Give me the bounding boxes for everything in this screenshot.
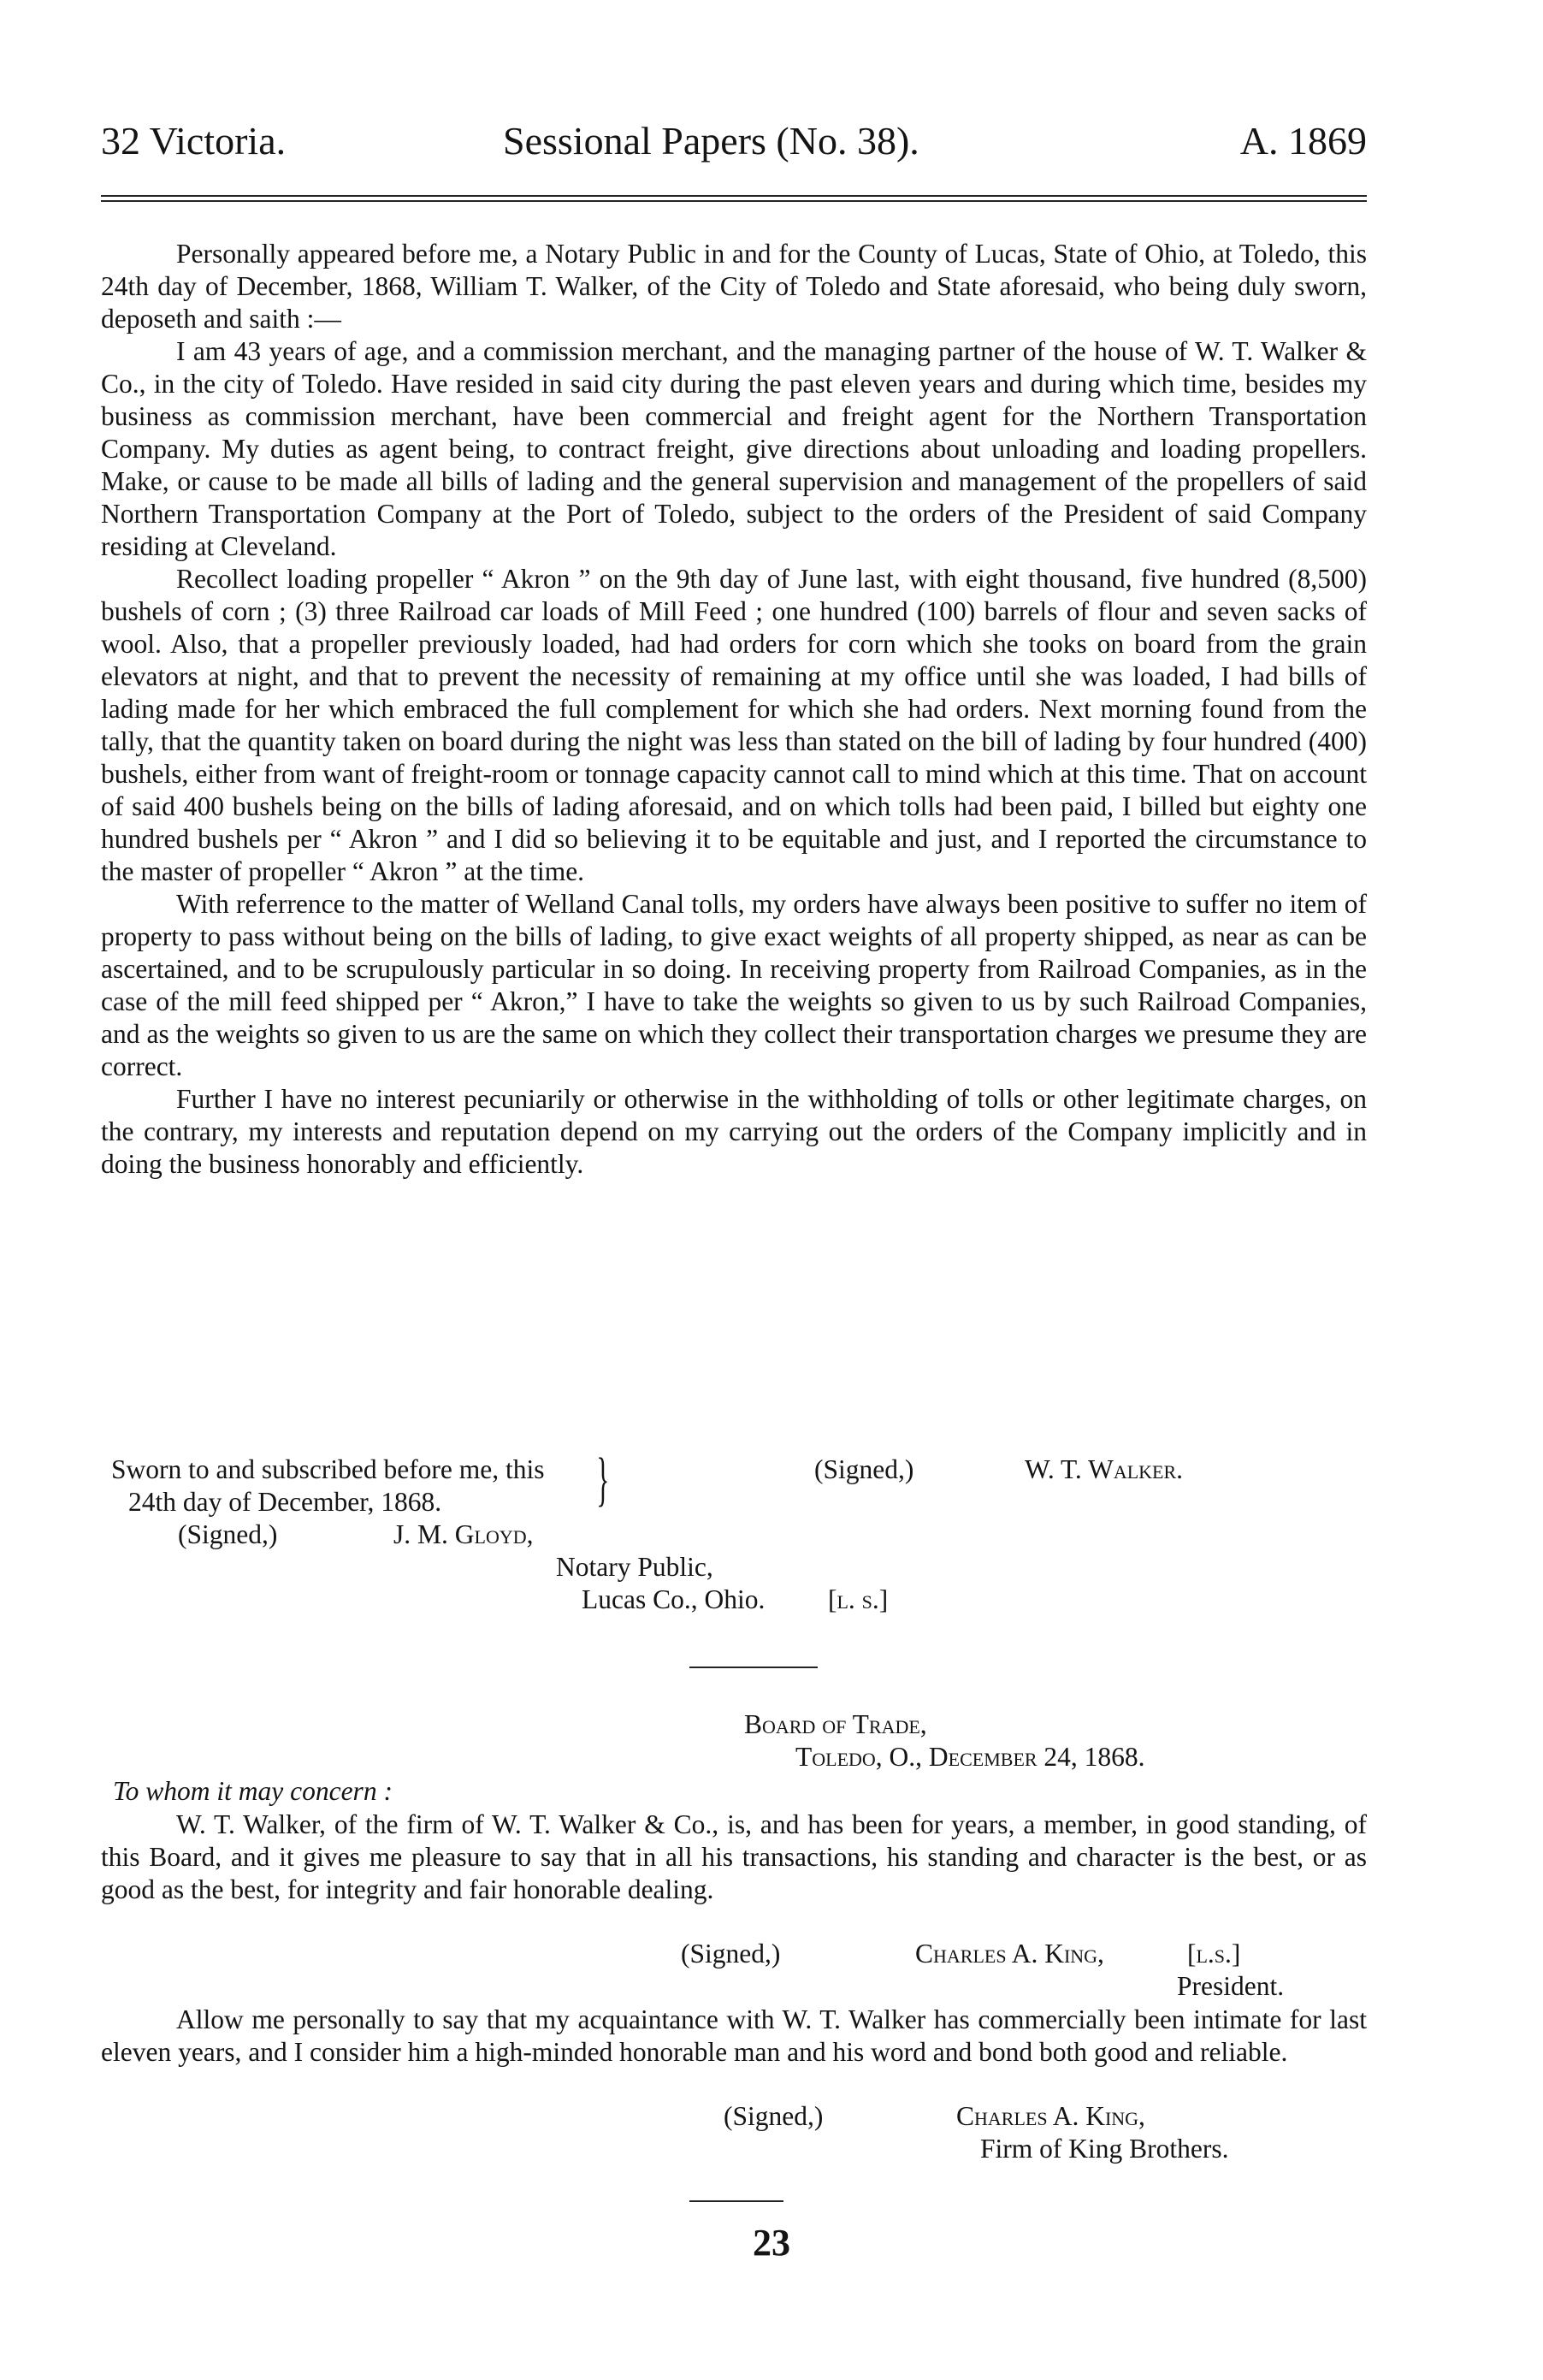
- letter-paragraph-2: [101, 2004, 1367, 2069]
- header-volume: 32 Victoria.: [101, 119, 287, 163]
- letter-title-1: President.: [1177, 1971, 1285, 2001]
- letter-seal-1: [l.s.]: [1187, 1939, 1241, 1969]
- letter-title-2: Firm of King Brothers.: [980, 2134, 1229, 2164]
- signed-label: (Signed,): [814, 1454, 914, 1484]
- page-number: 23: [753, 2222, 790, 2264]
- signer-name: W. T. Walker.: [1025, 1454, 1184, 1484]
- letter-signed-label-1: (Signed,): [681, 1939, 781, 1969]
- notary-place: Lucas Co., Ohio.: [582, 1584, 766, 1614]
- letter-signer-1: Charles A. King,: [915, 1939, 1104, 1969]
- notary-name: J. M. Gloyd,: [393, 1519, 534, 1549]
- letter-salutation: To whom it may concern :: [113, 1776, 393, 1806]
- sworn-line-2: 24th day of December, 1868.: [128, 1487, 442, 1517]
- letter-org: Board of Trade,: [744, 1709, 927, 1739]
- letter-signer-2: Charles A. King,: [956, 2101, 1145, 2131]
- brace: }: [596, 1447, 610, 1513]
- letter-place-date: Toledo, O., December 24, 1868.: [795, 1742, 1145, 1772]
- notary-title: Notary Public,: [556, 1552, 713, 1582]
- affidavit-text: [101, 238, 1367, 1181]
- letter-paragraph-1: [101, 1809, 1367, 1906]
- section-rule: [689, 1667, 818, 1668]
- running-header: [101, 118, 1367, 178]
- notary-seal: [l. s.]: [828, 1584, 889, 1614]
- affidavit-paragraph: I am 43 years of age, and a commission merchant, and the managing partner of the house of W. T. Walker & Co., in the city of Toledo. Have resided in said city during the past eleven years and during which time, besides my business as commission merchant, have been commercial and freight agent for the Northern Transportation Company. My duties as agent being, to contract freight, give directions about unloading and loading propellers. Make, or cause to be made all bills of lading and the general supervision and management of the propellers of said Northern Transportation Company at the Port of Toledo, subject to the orders of the President of said Company residing at Cleveland.: [101, 336, 1367, 561]
- letter-paragraph: W. T. Walker, of the firm of W. T. Walker & Co., is, and has been for years, a member, in good standing, of this Board, and it gives me pleasure to say that in all his transactions, his standing and character is the best, or as good as the best, for integrity and fair honorable dealing.: [101, 1809, 1367, 1904]
- notary-signed-label: (Signed,): [178, 1519, 278, 1549]
- header-rule: [101, 195, 1367, 202]
- header-title: Sessional Papers (No. 38).: [503, 119, 919, 163]
- affidavit-paragraph: Personally appeared before me, a Notary Public in and for the County of Lucas, State of Ohio, at Toledo, this 24th day of December, 1868, William T. Walker, of the City of Toledo and State aforesaid, who being duly sworn, deposeth and saith :—: [101, 239, 1367, 334]
- letter-signed-label-2: (Signed,): [724, 2101, 824, 2131]
- affidavit-paragraph: With referrence to the matter of Welland Canal tolls, my orders have always been positive to suffer no item of property to pass without being on the bills of lading, to give exact weights of all property shipped, as near as can be ascertained, and to be scrupulously particular in so doing. In receiving property from Railroad Companies, as in the case of the mill feed shipped per “ Akron,” I have to take the weights so given to us by such Railroad Companies, and as the weights so given to us are the same on which they collect their transportation charges we presume they are correct.: [101, 889, 1367, 1081]
- letter-paragraph: Allow me personally to say that my acquaintance with W. T. Walker has commercially been intimate for last eleven years, and I consider him a high-minded honorable man and his word and bond both good and reliable.: [101, 2004, 1367, 2067]
- sworn-line-1: Sworn to and subscribed before me, this: [111, 1454, 545, 1484]
- header-year: A. 1869: [1239, 119, 1367, 163]
- footer-rule: [689, 2200, 783, 2202]
- affidavit-paragraph: Further I have no interest pecuniarily or otherwise in the withholding of tolls or other legitimate charges, on the contrary, my interests and reputation depend on my carrying out the orders of the Company implicitly and in doing the business honorably and efficiently.: [101, 1084, 1367, 1179]
- affidavit-paragraph: Recollect loading propeller “ Akron ” on the 9th day of June last, with eight thousand, five hundred (8,500) bushels of corn ; (3) three Railroad car loads of Mill Feed ; one hundred (100) barrels of flour and seven sacks of wool. Also, that a propeller previously loaded, had had orders for corn which she tooks on board from the grain elevators at night, and that to prevent the necessity of remaining at my office until she was loaded, I had bills of lading made for her which embraced the full complement for which she had orders. Next morning found from the tally, that the quantity taken on board during the night was less than stated on the bill of lading by four hundred (400) bushels, either from want of freight-room or tonnage capacity cannot call to mind which at this time. That on account of said 400 bushels being on the bills of lading aforesaid, and on which tolls had been paid, I billed but eighty one hundred bushels per “ Akron ” and I did so believing it to be equitable and just, and I reported the circumstance to the master of propeller “ Akron ” at the time.: [101, 564, 1367, 886]
